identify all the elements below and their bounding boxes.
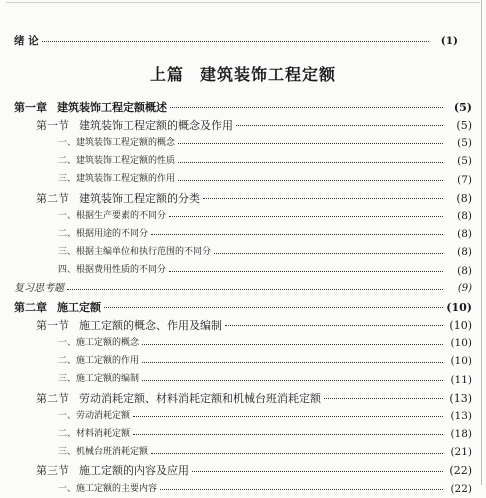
toc-entry-label [58, 357, 139, 366]
toc-entry-page: (5) [457, 137, 472, 150]
toc-entry-title: 一、施工定额的概念 [58, 338, 140, 349]
toc-entry-title: 建筑装饰工程定额的概念及作用 [79, 118, 233, 132]
toc-entry-label [58, 139, 175, 148]
toc-entry-title: 劳动消耗定额、材料消耗定额和机械台班消耗定额 [79, 391, 321, 405]
toc-entry-title: 一、根据生产要素的不同分 [58, 210, 167, 221]
dot-leader [67, 288, 443, 290]
toc-entry-title: 二、材料消耗定额 [58, 428, 131, 439]
toc-entry-number: 第二节 [36, 191, 69, 205]
toc-entry-intro[interactable] [14, 32, 472, 50]
dot-leader [142, 379, 443, 381]
toc-entry-label [14, 102, 167, 113]
toc-entry-number: 第一节 [36, 118, 69, 132]
toc-entry-title: 三、机械台班消耗定额 [58, 447, 149, 458]
dot-leader [178, 142, 443, 144]
toc-entry-title: 施工定额的内容及应用 [79, 464, 189, 478]
toc-entry-item[interactable] [0, 153, 486, 171]
toc-entry-number: 第一章 [14, 100, 47, 114]
dot-leader [178, 161, 443, 163]
toc-entry-item[interactable] [0, 134, 486, 152]
dot-leader [42, 40, 429, 42]
toc-entry-page: (10) [450, 355, 472, 368]
toc-entry-title: 建筑装饰工程定额概述 [57, 100, 167, 114]
dot-leader [170, 106, 443, 108]
dot-leader [151, 233, 443, 235]
dot-leader [169, 215, 443, 217]
dot-leader [133, 433, 443, 435]
toc-entry-label [14, 302, 101, 313]
toc-entry-title: 绪 论 [14, 34, 39, 47]
toc-entry-chapter[interactable] [0, 298, 486, 316]
toc-entry-title: 三、根据主编单位和执行范围的不同分 [58, 247, 212, 258]
toc-entry-title: 四、根据费用性质的不同分 [58, 265, 167, 276]
dot-leader [142, 361, 443, 363]
dot-leader [169, 270, 443, 272]
toc-entry-title: 二、根据用途的不同分 [58, 228, 149, 239]
toc-entry-section[interactable] [0, 189, 486, 207]
toc-entry-page: (10) [450, 337, 472, 350]
toc-entry-page: (13) [449, 391, 472, 405]
toc-entry-label [36, 465, 189, 476]
dot-leader [203, 197, 443, 199]
toc-entry-item[interactable] [0, 480, 486, 498]
toc-entry-label [36, 393, 321, 404]
toc-entry-page: (21) [450, 446, 472, 459]
toc-entry-item[interactable] [0, 171, 486, 189]
toc-entry-title: 复习思考题 [14, 282, 64, 294]
toc-entry-number: 第二节 [36, 391, 69, 405]
part-title: 建筑装饰工程定额 [200, 65, 337, 84]
toc-entry-item[interactable] [0, 353, 486, 371]
toc-entry-title: 建筑装饰工程定额的分类 [79, 191, 200, 205]
toc-entry-page: (5) [453, 100, 472, 114]
dot-leader [236, 124, 443, 126]
toc-entry-label [58, 430, 130, 439]
toc-entry-review[interactable] [0, 280, 486, 298]
dot-leader [225, 324, 443, 326]
toc-entry-label [58, 412, 130, 421]
dot-leader [151, 452, 443, 454]
toc-entry-page: (10) [446, 300, 472, 314]
toc-entry-title: 施工定额的概念、作用及编制 [79, 318, 222, 332]
toc-entry-page: (8) [457, 228, 472, 241]
dot-leader [142, 343, 443, 345]
dot-leader [192, 470, 443, 472]
part-heading [0, 62, 486, 85]
toc-entry-page: (1) [440, 34, 458, 47]
toc-entry-page: (22) [450, 482, 472, 495]
table-of-contents [0, 98, 486, 498]
toc-entry-page: (11) [450, 373, 472, 386]
toc-entry-item[interactable] [0, 425, 486, 443]
toc-entry-title: 一、施工定额的主要内容 [58, 483, 158, 494]
part-number: 上篇 [149, 65, 184, 84]
toc-entry-title: 二、施工定额的作用 [58, 356, 140, 367]
dot-leader [133, 415, 443, 417]
toc-entry-label [58, 212, 166, 221]
toc-entry-label [58, 339, 139, 348]
toc-entry-item[interactable] [0, 444, 486, 462]
toc-entry-label [58, 230, 148, 239]
page-edge [481, 0, 482, 485]
toc-entry-label [14, 284, 64, 294]
toc-entry-page: (5) [456, 118, 472, 132]
toc-entry-label [58, 448, 148, 457]
toc-entry-label [36, 193, 200, 204]
dot-leader [160, 488, 443, 490]
toc-entry-section[interactable] [0, 389, 486, 407]
toc-entry-item[interactable] [0, 225, 486, 243]
dot-leader [214, 252, 443, 254]
toc-entry-label [58, 157, 175, 166]
toc-entry-label [58, 375, 139, 384]
toc-entry-section[interactable] [0, 462, 486, 480]
toc-entry-item[interactable] [0, 371, 486, 389]
toc-entry-page: (8) [457, 246, 472, 259]
top-rule [6, 2, 480, 3]
toc-entry-label [58, 248, 211, 257]
toc-entry-page: (8) [456, 191, 472, 205]
toc-entry-label [58, 266, 166, 275]
toc-entry-chapter[interactable] [0, 98, 486, 116]
toc-entry-item[interactable] [0, 244, 486, 262]
toc-entry-label [58, 175, 175, 184]
toc-entry-page: (18) [450, 428, 472, 441]
toc-entry-page: (8) [457, 209, 472, 222]
toc-entry-page: (5) [457, 155, 472, 168]
toc-entry-label [58, 485, 157, 494]
toc-entry-title: 一、劳动消耗定额 [58, 410, 131, 421]
toc-entry-item[interactable] [0, 407, 486, 425]
toc-entry-page: (7) [457, 173, 472, 186]
dot-leader [178, 179, 443, 181]
toc-entry-page: (10) [449, 318, 472, 332]
toc-entry-number: 第二章 [14, 300, 47, 314]
toc-entry-item[interactable] [0, 262, 486, 280]
toc-entry-page: (9) [457, 282, 472, 294]
toc-entry-page: (8) [457, 264, 472, 277]
toc-entry-page: (22) [449, 464, 472, 478]
toc-entry-section[interactable] [0, 316, 486, 334]
toc-entry-label [36, 120, 233, 131]
toc-entry-title: 三、施工定额的编制 [58, 374, 140, 385]
toc-entry-label [36, 320, 222, 331]
dot-leader [104, 306, 443, 308]
toc-entry-title: 施工定额 [57, 300, 101, 314]
toc-entry-number: 第三节 [36, 464, 69, 478]
toc-entry-item[interactable] [0, 207, 486, 225]
toc-entry-item[interactable] [0, 334, 486, 352]
toc-entry-title: 二、建筑装饰工程定额的性质 [58, 156, 176, 167]
toc-entry-section[interactable] [0, 116, 486, 134]
toc-entry-title: 三、建筑装饰工程定额的作用 [58, 174, 176, 185]
dot-leader [324, 397, 443, 399]
toc-entry-number: 第一节 [36, 318, 69, 332]
toc-entry-page: (13) [450, 410, 472, 423]
toc-entry-title: 一、建筑装饰工程定额的概念 [58, 137, 176, 148]
